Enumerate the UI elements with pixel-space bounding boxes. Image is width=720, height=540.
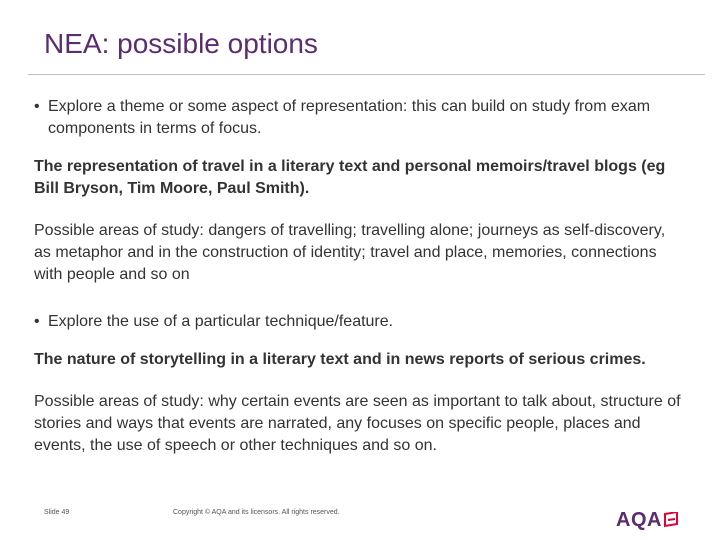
copyright-notice: Copyright © AQA and its licensors. All rights reserved. [173,509,340,516]
logo-text: AQA [616,508,662,531]
bullet-item-theme [34,96,684,140]
slide-body [34,96,684,457]
example-heading-storytelling: The nature of storytelling in a literary text and in news reports of serious crimes. [34,351,646,368]
bullet-marker: • [34,98,40,115]
slide-number: Slide 49 [44,509,70,516]
bullet-item-technique [34,311,684,333]
bullet-marker: • [34,313,40,330]
aqa-logo [616,508,678,532]
areas-of-study-travel: Possible areas of study: dangers of travelling; travelling alone; journeys as self-discovery, as metaphor and in the construction of identity; travel and place, memories, connections with people and so on [34,222,666,283]
example-heading-travel: The representation of travel in a literary text and personal memoirs/travel blogs (eg Bill Bryson, Tim Moore, Paul Smith). [34,158,666,197]
title-divider [28,74,705,75]
logo-mark-icon [664,512,678,528]
areas-of-study-storytelling: Possible areas of study: why certain events are seen as important to talk about, structure of stories and ways that events are narrated, any focuses on specific people, places and events, the use of speech or other techniques and so on. [34,393,681,454]
slide-title: NEA: possible options [44,28,318,59]
bullet-text: Explore the use of a particular technique/feature. [48,313,394,330]
bullet-text: Explore a theme or some aspect of representation: this can build on study from exam components in terms of focus. [48,98,651,137]
